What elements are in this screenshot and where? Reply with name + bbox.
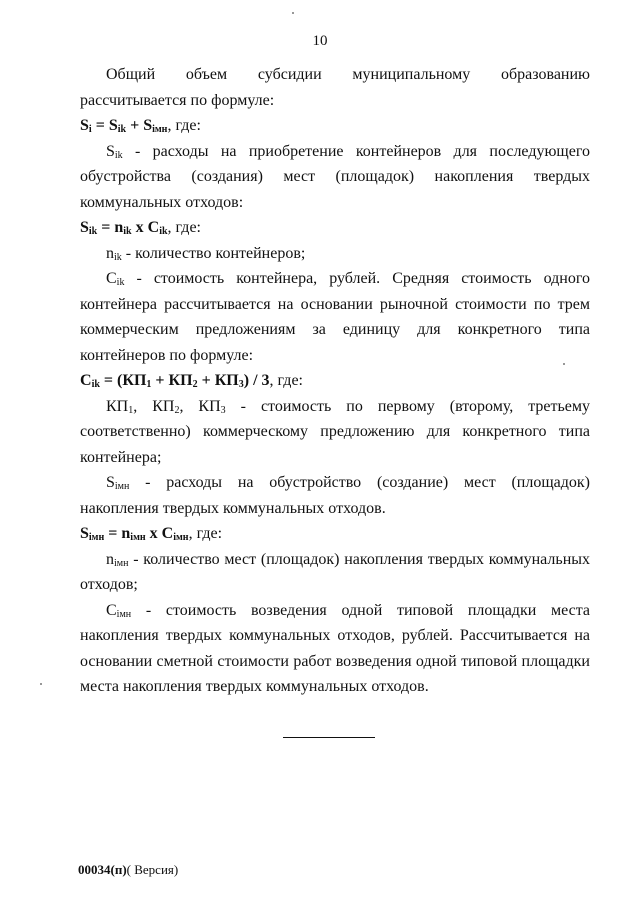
document-body [80, 62, 590, 700]
scan-speck [292, 12, 294, 14]
closing-divider-line [283, 737, 375, 738]
scan-speck [40, 683, 42, 685]
formula-container-price: $C_{ik} = (КП_1 + КП_2 + КП_3) / 3$, где: [80, 372, 303, 390]
paragraph-intro: Общий объем субсидии муниципальному образованию рассчитывается по формуле: [80, 66, 590, 109]
page-number: 10 [312, 33, 328, 49]
paragraph-kp-definition: $КП_1$, $КП_2$, $КП_3$ - стоимость по первому (второму, третьему соответственно) коммерческому предложению для конкретного типа контейнера; [80, 397, 591, 466]
formula-container-costs: $S_{ik} = n_{ik}$ x $C_{ik}$, где: [80, 219, 201, 237]
paragraph-cik-definition: $C_{ik}$ - стоимость контейнера, рублей. Средняя стоимость одного контейнера рассчитывается на основании рыночной стоимости по трем коммерческим предложениям за единицу для конкретного типа контейнеров по формуле: [80, 270, 590, 364]
paragraph-nimn-definition: $n_{iмн}$ - количество мест (площадок) накопления твердых коммунальных отходов; [80, 550, 590, 593]
formula-site-costs: $S_{iмн} = n_{iмн}$ x $C_{iмн}$, где: [80, 525, 223, 543]
paragraph-simn-definition: $S_{iмн}$ - расходы на обустройство (создание) мест (площадок) накопления твердых коммунальных отходов. [80, 474, 590, 517]
paragraph-cimn-definition: $C_{iмн}$ - стоимость возведения одной типовой площадки места накопления твердых коммунальных отходов, рублей. Рассчитывается на основании сметной стоимости работ возведения одной типовой площадки места накопления твердых коммунальных отходов. [80, 601, 590, 695]
paragraph-nik-definition: $n_{ik}$ - количество контейнеров; [106, 244, 306, 263]
formula-total-subsidy: $S_i = S_{ik} + S_{iмн}$, где: [80, 117, 201, 135]
document-footer: 00034(п)( Версия) [78, 862, 179, 877]
paragraph-sik-definition: $S_{ik}$ - расходы на приобретение контейнеров для последующего обустройства (создания) мест (площадок) накопления твердых коммунальных отходов: [80, 142, 590, 211]
scan-speck [563, 363, 565, 365]
